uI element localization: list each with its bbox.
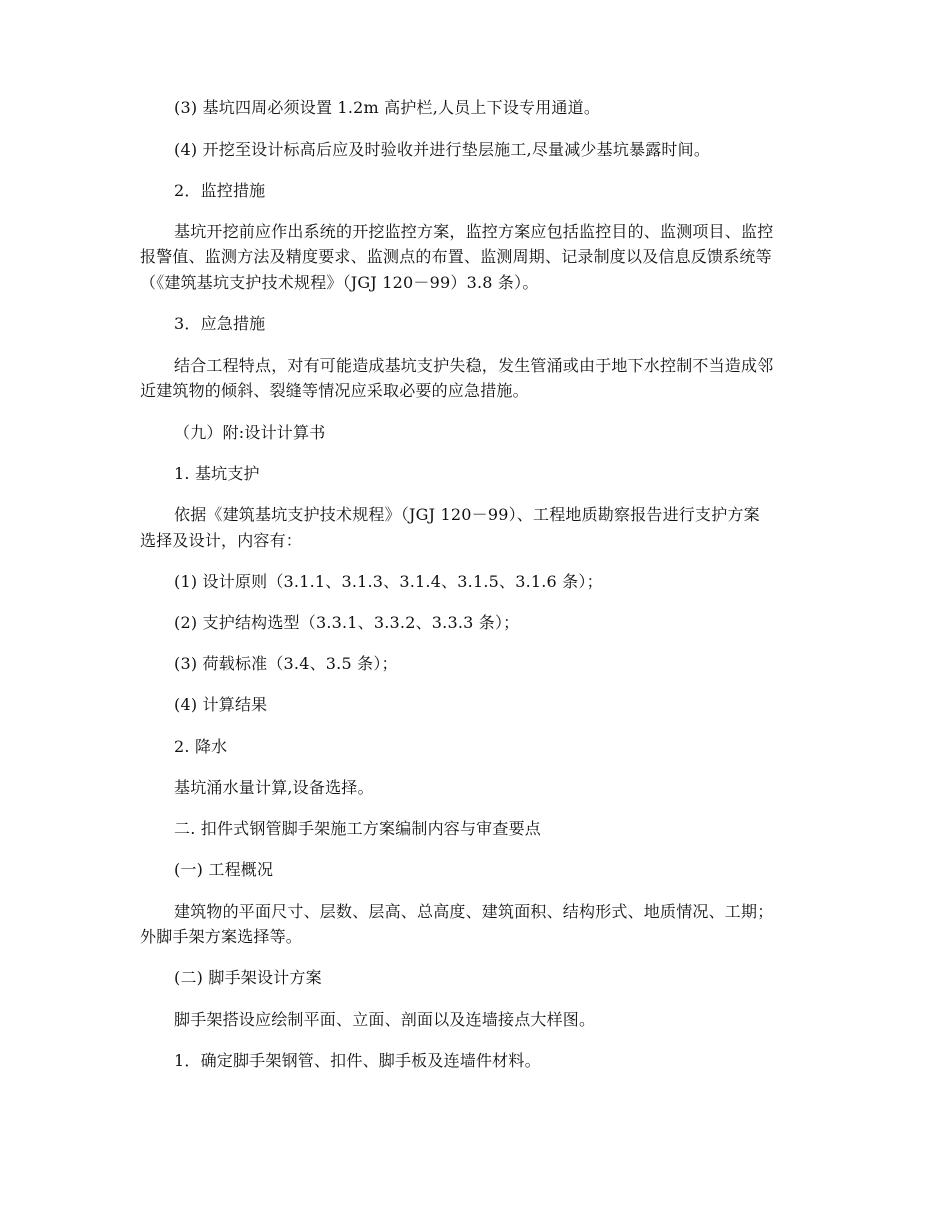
paragraph-line: 基坑涌水量计算,设备选择。 xyxy=(174,778,374,797)
paragraph-line: 选择及设计，内容有： xyxy=(140,531,303,550)
section-heading: (一) 工程概况 xyxy=(174,860,274,879)
section-heading: 3．应急措施 xyxy=(174,314,266,333)
paragraph-line: 建筑物的平面尺寸、层数、层高、总高度、建筑面积、结构形式、地质情况、工期； xyxy=(174,902,774,921)
text-line: (4) 开挖至设计标高后应及时验收并进行垫层施工,尽量减少基坑暴露时间。 xyxy=(174,140,711,159)
list-item: (1) 设计原则（3.1.1、3.1.3、3.1.4、3.1.5、3.1.6 条）； xyxy=(174,572,603,591)
list-item: (2) 支护结构选型（3.3.1、3.3.2、3.3.3 条）； xyxy=(174,613,520,632)
paragraph-line: （《建筑基坑支护技术规程》（JGJ 120－99）3.8 条）。 xyxy=(140,273,539,292)
list-item: (4) 计算结果 xyxy=(174,695,268,714)
section-heading: 2．监控措施 xyxy=(174,181,266,200)
paragraph-line: 依据《建筑基坑支护技术规程》（JGJ 120－99）、工程地质勘察报告进行支护方案 xyxy=(174,505,760,524)
list-item: (3) 荷载标准（3.4、3.5 条）； xyxy=(174,654,398,673)
paragraph-line: 基坑开挖前应作出系统的开挖监控方案，监控方案应包括监控目的、监测项目、监控 xyxy=(174,222,774,241)
section-heading: （九）附:设计计算书 xyxy=(174,423,326,442)
paragraph-line: 外脚手架方案选择等。 xyxy=(140,927,303,946)
section-heading: 2. 降水 xyxy=(174,737,228,756)
section-heading: (二) 脚手架设计方案 xyxy=(174,968,322,987)
section-heading: 1. 基坑支护 xyxy=(174,464,260,483)
paragraph-line: 结合工程特点，对有可能造成基坑支护失稳，发生管涌或由于地下水控制不当造成邻 xyxy=(174,356,774,375)
paragraph-line: 1．确定脚手架钢管、扣件、脚手板及连墙件材料。 xyxy=(174,1051,541,1070)
paragraph-line: 脚手架搭设应绘制平面、立面、剖面以及连墙接点大样图。 xyxy=(174,1010,596,1029)
text-line: (3) 基坑四周必须设置 1.2m 高护栏,人员上下设专用通道。 xyxy=(174,98,601,117)
paragraph-line: 近建筑物的倾斜、裂缝等情况应采取必要的应急措施。 xyxy=(140,381,529,400)
paragraph-line: 报警值、监测方法及精度要求、监测点的布置、监测周期、记录制度以及信息反馈系统等 xyxy=(140,247,772,266)
chapter-heading: 二. 扣件式钢管脚手架施工方案编制内容与审查要点 xyxy=(174,819,541,838)
